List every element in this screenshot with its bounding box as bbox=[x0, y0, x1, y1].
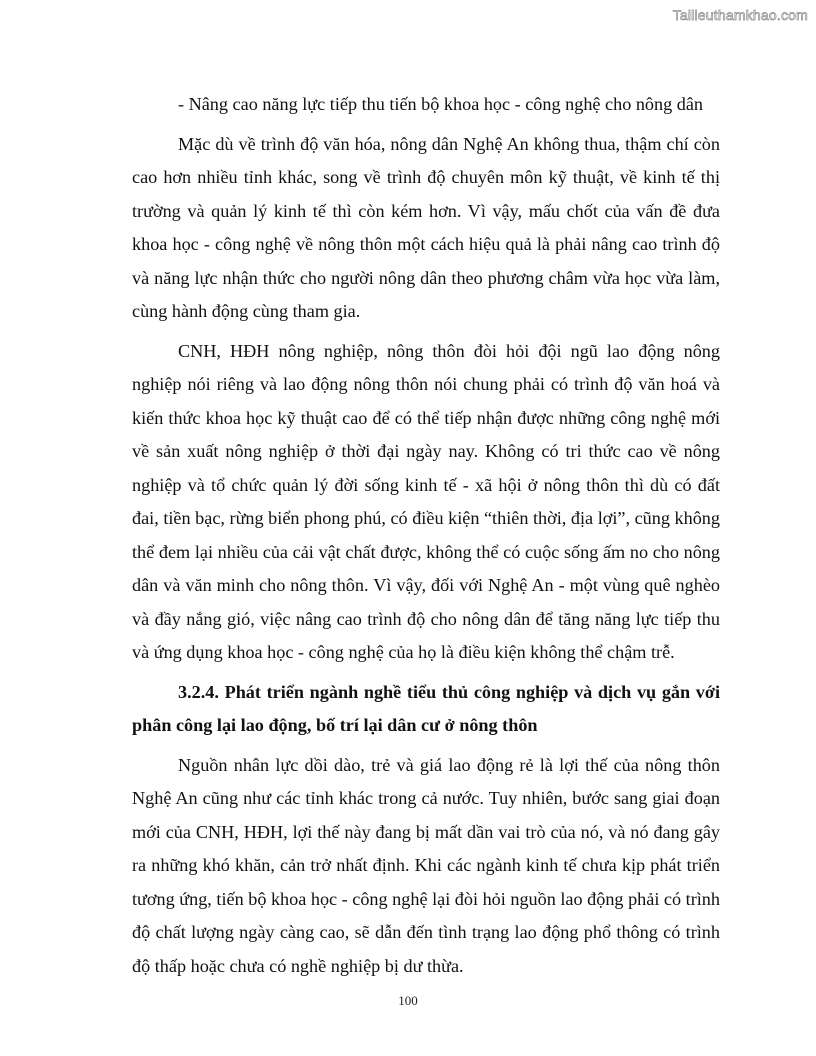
watermark: Tailieuthamkhao.com bbox=[672, 7, 808, 23]
section-paragraph: Nguồn nhân lực dồi dào, trẻ và giá lao động rẻ là lợi thế của nông thôn Nghệ An cũng như các tỉnh khác trong cả nước. Tuy nhiên, bước sang giai đoạn mới của CNH, HĐH, lợi thế này đang bị mất dần vai trò của nó, và nó đang gây ra những khó khăn, cản trở nhất định. Khi các ngành kinh tế chưa kịp phát triển tương ứng, tiến bộ khoa học - công nghệ lại đòi hỏi nguồn lao động phải có trình độ chất lượng ngày càng cao, sẽ dẫn đến tình trạng lao động phổ thông có trình độ thấp hoặc chưa có nghề nghiệp bị dư thừa. bbox=[132, 754, 720, 976]
paragraph-1: Mặc dù về trình độ văn hóa, nông dân Nghệ An không thua, thậm chí còn cao hơn nhiều tỉnh khác, song về trình độ chuyên môn kỹ thuật, về kinh tế thị trường và quản lý kinh tế thì còn kém hơn. Vì vậy, mấu chốt của vấn đề đưa khoa học - công nghệ về nông thôn một cách hiệu quả là phải nâng cao trình độ và năng lực nhận thức cho người nông dân theo phương châm vừa học vừa làm, cùng hành động cùng tham gia. bbox=[132, 133, 720, 321]
paragraph-bullet: - Nâng cao năng lực tiếp thu tiến bộ khoa học - công nghệ cho nông dân bbox=[178, 94, 704, 114]
section-heading: 3.2.4. Phát triển ngành nghề tiểu thủ công nghiệp và dịch vụ gắn với phân công lại lao động, bố trí lại dân cư ở nông thôn bbox=[132, 681, 720, 735]
page-number: 100 bbox=[398, 993, 418, 1008]
paragraph-2: CNH, HĐH nông nghiệp, nông thôn đòi hỏi đội ngũ lao động nông nghiệp nói riêng và lao động nông thôn nói chung phải có trình độ văn hoá và kiến thức khoa học kỹ thuật cao để có thể tiếp nhận được những công nghệ mới về sản xuất nông nghiệp ở thời đại ngày nay. Không có tri thức cao về nông nghiệp và tổ chức quản lý đời sống kinh tế - xã hội ở nông thôn thì dù có đất đai, tiền bạc, rừng biển phong phú, có điều kiện “thiên thời, địa lợi”, cũng không thể đem lại nhiều của cải vật chất được, không thể có cuộc sống ấm no cho nông dân và văn minh cho nông thôn. Vì vậy, đối với Nghệ An - một vùng quê nghèo và đầy nắng gió, việc nâng cao trình độ cho nông dân để tăng năng lực tiếp thu và ứng dụng khoa học - công nghệ của họ là điều kiện không thể chậm trễ. bbox=[132, 340, 720, 662]
document-body bbox=[132, 88, 720, 983]
